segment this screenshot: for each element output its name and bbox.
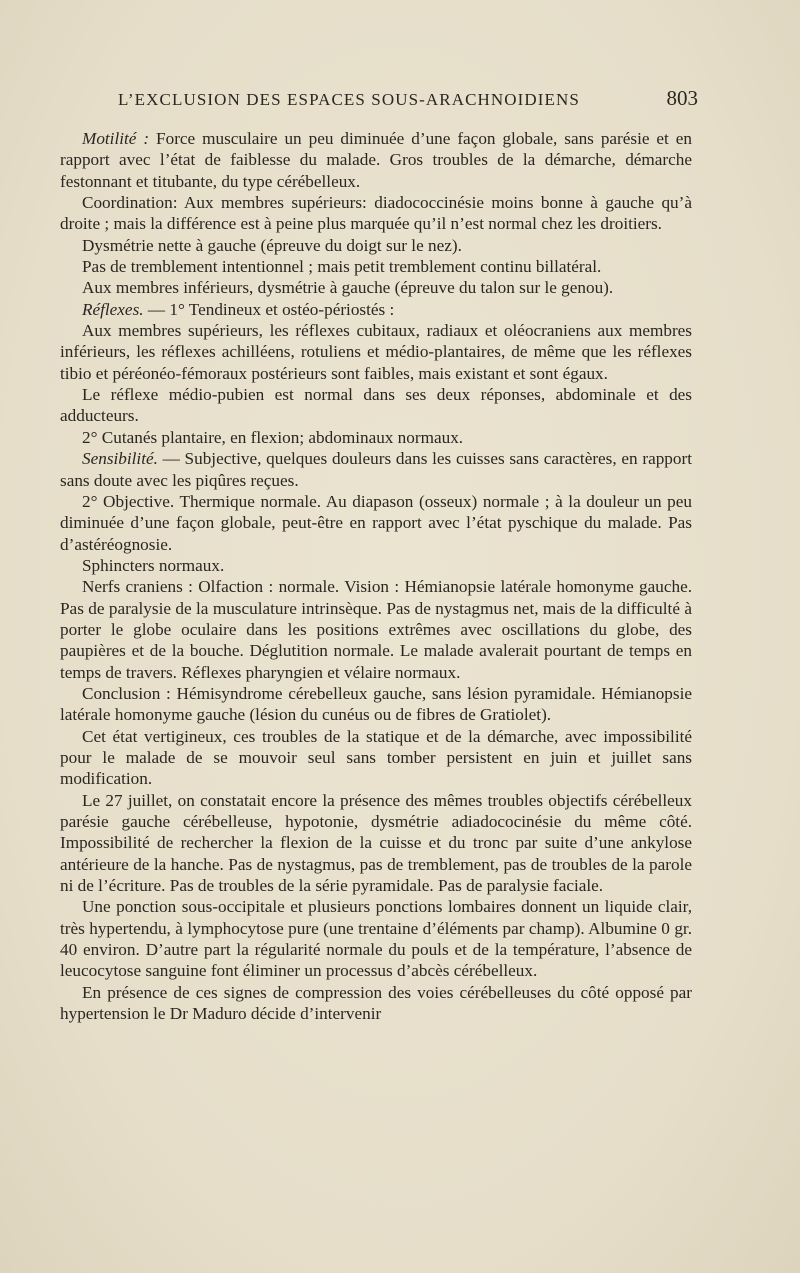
paragraph <box>60 790 692 897</box>
paragraph-lead: Sensibilité. <box>82 449 158 469</box>
paragraph <box>60 256 692 277</box>
paragraph-text: Sphincters normaux. <box>82 555 225 575</box>
paragraph <box>60 576 692 683</box>
paragraph <box>60 982 692 1025</box>
paragraph <box>60 491 692 555</box>
paragraph-text: Dysmétrie nette à gauche (épreuve du doigt sur le nez). <box>82 235 462 255</box>
paragraph-text: Force musculaire un peu diminuée d’une façon globale, sans parésie et en rapport avec l’état de faiblesse du malade. Gros troubles de la démarche, démarche festonnant et titubante, du type cérébelleux. <box>60 129 692 191</box>
paragraph <box>60 448 692 491</box>
body-text <box>60 128 692 1024</box>
paragraph-text: 2° Cutanés plantaire, en flexion; abdominaux normaux. <box>82 427 464 447</box>
paragraph-text: En présence de ces signes de compression des voies cérébelleuses du côté opposé par hypertension le Dr Maduro décide d’intervenir <box>60 982 692 1024</box>
paragraph <box>60 427 692 448</box>
running-title: L’EXCLUSION DES ESPACES SOUS-ARACHNOIDIENS <box>118 90 580 109</box>
paragraph-text: Aux membres inférieurs, dysmétrie à gauche (épreuve du talon sur le genou). <box>82 278 614 298</box>
paragraph <box>60 299 692 320</box>
page-number: 803 <box>666 86 698 110</box>
paragraph-text: Coordination: Aux membres supérieurs: diadococcinésie moins bonne à gauche qu’à droite ; mais la différence est à peine plus marquée qu’il n’est normal chez les droitiers. <box>60 193 692 234</box>
paragraph-text: Une ponction sous-occipitale et plusieurs ponctions lombaires donnent un liquide clair, très hypertendu, à lymphocytose pure (une trentaine d’éléments par champ). Albumine 0 gr. 40 environ. D’autre part la régularité normale du pouls et de la température, l’absence de leucocytose sanguine font éliminer un processus d’abcès cérébelleux. <box>60 897 692 981</box>
paragraph <box>60 896 692 981</box>
paragraph-lead: Motilité : <box>82 129 150 148</box>
paragraph-text: — 1° Tendineux et ostéo-périostés : <box>143 299 395 319</box>
paragraph-text: — Subjective, quelques douleurs dans les cuisses sans caractères, en rapport sans doute avec les piqûres reçues. <box>60 449 692 490</box>
paragraph <box>60 683 692 726</box>
running-header <box>118 86 698 111</box>
paragraph-text: Conclusion : Hémisyndrome cérebelleux gauche, sans lésion pyramidale. Hémianopsie latérale homonyme gauche (lésion du cunéus ou de fibres de Gratiolet). <box>60 683 692 725</box>
paragraph <box>60 235 692 256</box>
paragraph-text: Aux membres supérieurs, les réflexes cubitaux, radiaux et oléocraniens aux membres inférieurs, les réflexes achilléens, rotuliens et médio-plantaires, de même que les réflexes tibio et péréonéo-fémoraux postérieurs sont faibles, mais existant et sont égaux. <box>60 321 692 383</box>
paragraph <box>60 384 692 427</box>
paragraph-text: Pas de tremblement intentionnel ; mais petit tremblement continu billatéral. <box>82 257 602 277</box>
paragraph-text: 2° Objective. Thermique normale. Au diapason (osseux) normale ; à la douleur un peu diminuée d’une façon globale, peut-être en rapport avec l’état pyschique du malade. Pas d’astéréognosie. <box>60 491 692 554</box>
paragraph-lead: Réflexes. <box>82 299 144 319</box>
paragraph <box>60 555 692 576</box>
paragraph <box>60 726 692 790</box>
paragraph-text: Nerfs craniens : Olfaction : normale. Vision : Hémianopsie latérale homonyme gauche. Pas de paralysie de la musculature intrinsèque. Pas de nystagmus net, mais de la difficulté à porter le globe oculaire dans les positions extrêmes avec oscillations du globe, des paupières et de la bouche. Déglutition normale. Le malade avalerait pourtant de temps en temps de travers. Réflexes pharyngien et vélaire normaux. <box>60 577 692 682</box>
paragraph <box>60 128 692 192</box>
paragraph <box>60 320 692 384</box>
paragraph <box>60 277 692 298</box>
paragraph-text: Le 27 juillet, on constatait encore la présence des mêmes troubles objectifs cérébelleux parésie gauche cérébelleuse, hypotonie, dysmétrie adiadococinésie du même côté. Impossibilité de rechercher la flexion de la cuisse et du tronc par suite d’une ankylose antérieure de la hanche. Pas de nystagmus, pas de tremblement, pas de troubles de la parole ni de l’écriture. Pas de troubles de la série pyramidale. Pas de paralysie faciale. <box>60 790 692 896</box>
paragraph <box>60 192 692 235</box>
paragraph-text: Le réflexe médio-pubien est normal dans ses deux réponses, abdominale et des adducteurs. <box>60 385 692 426</box>
paragraph-text: Cet état vertigineux, ces troubles de la statique et de la démarche, avec impossibilité pour le malade de se mouvoir seul sans tomber persistent en juin et juillet sans modification. <box>60 726 692 789</box>
